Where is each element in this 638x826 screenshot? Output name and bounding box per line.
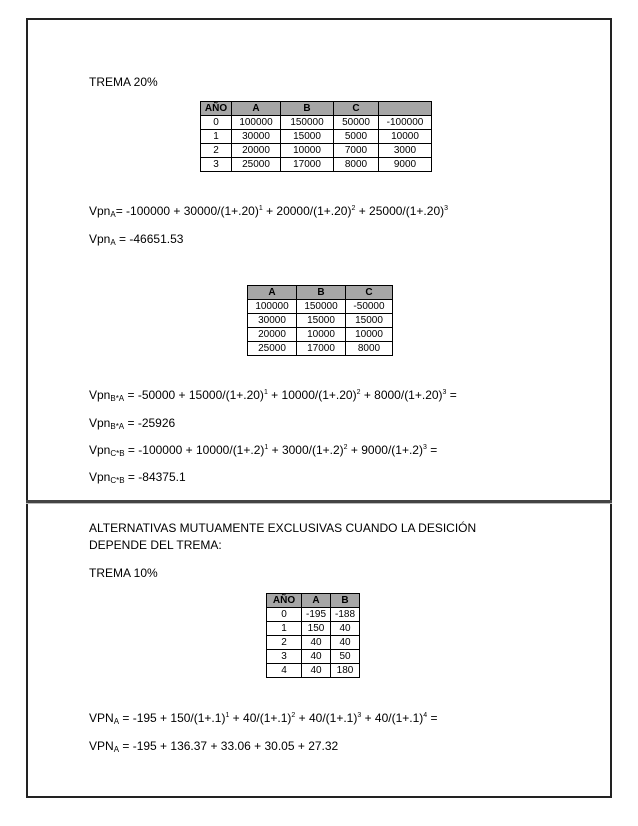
eq-term: + 9000/(1+.2) bbox=[347, 443, 423, 457]
table-row bbox=[201, 130, 432, 144]
eq-subscript: A bbox=[113, 745, 120, 754]
table-cell: 1 bbox=[267, 622, 302, 636]
table-header-cell: A bbox=[232, 102, 281, 116]
table-cell: 0 bbox=[201, 116, 232, 130]
eq-subscript: C*B bbox=[110, 449, 125, 458]
table-cell: -100000 bbox=[379, 116, 432, 130]
table-cell: 40 bbox=[331, 636, 360, 650]
eq-exponent: 2 bbox=[351, 205, 356, 212]
eq-subscript: A bbox=[110, 238, 116, 247]
eq-lhs: Vpn bbox=[89, 204, 111, 218]
table-cell: 20000 bbox=[232, 144, 281, 158]
table-cell: 2 bbox=[267, 636, 302, 650]
eq-exponent: 1 bbox=[225, 712, 230, 719]
table-header-cell: B bbox=[297, 286, 346, 300]
table-cell: 180 bbox=[331, 664, 360, 678]
table-cell: 20000 bbox=[248, 328, 297, 342]
eq-term: + 8000/(1+.20) bbox=[360, 388, 443, 402]
eq-term: + 40/(1+.1) bbox=[295, 711, 358, 725]
table-cell: 3000 bbox=[379, 144, 432, 158]
table-cell: 100000 bbox=[232, 116, 281, 130]
eq-value: = -84375.1 bbox=[124, 470, 186, 484]
table-cell: 10000 bbox=[346, 328, 393, 342]
table-row bbox=[248, 328, 393, 342]
equation-vpn-a bbox=[89, 204, 448, 218]
trema-10-label: TREMA 10% bbox=[89, 566, 158, 580]
eq-term: = -195 + 150/(1+.1) bbox=[119, 711, 226, 725]
table-cell: -195 bbox=[302, 608, 331, 622]
eq-lhs: VPN bbox=[89, 739, 114, 753]
eq-term: = bbox=[427, 711, 438, 725]
table-header-row bbox=[267, 594, 360, 608]
table-cell: 8000 bbox=[334, 158, 379, 172]
cash-flow-table-1 bbox=[200, 101, 432, 172]
eq-subscript: B*A bbox=[110, 422, 125, 431]
table-cell: 150000 bbox=[281, 116, 334, 130]
result-vpn-c-b bbox=[89, 470, 186, 484]
eq-exponent: 3 bbox=[422, 444, 427, 451]
table-cell: 1 bbox=[201, 130, 232, 144]
eq-term: = -100000 + 10000/(1+.2) bbox=[124, 443, 265, 457]
table-row bbox=[267, 636, 360, 650]
eq-lhs: Vpn bbox=[89, 443, 111, 457]
eq-exponent: 1 bbox=[264, 444, 269, 451]
table-row bbox=[267, 650, 360, 664]
eq-value: = -25926 bbox=[124, 416, 176, 430]
table-cell: 25000 bbox=[232, 158, 281, 172]
table-cell: 40 bbox=[302, 664, 331, 678]
eq-value: = -195 + 136.37 + 33.06 + 30.05 + 27.32 bbox=[119, 739, 339, 753]
eq-value: = -46651.53 bbox=[115, 232, 184, 246]
eq-lhs: Vpn bbox=[89, 416, 111, 430]
eq-subscript: A bbox=[110, 210, 116, 219]
eq-exponent: 4 bbox=[423, 712, 428, 719]
trema-20-label: TREMA 20% bbox=[89, 75, 158, 89]
table-cell: 100000 bbox=[248, 300, 297, 314]
eq-lhs: Vpn bbox=[89, 470, 111, 484]
page-frame-top bbox=[26, 18, 612, 504]
table-row bbox=[248, 314, 393, 328]
table-row bbox=[267, 664, 360, 678]
eq-subscript: B*A bbox=[110, 394, 125, 403]
table-cell: 40 bbox=[302, 636, 331, 650]
cash-flow-table-2 bbox=[266, 593, 360, 678]
eq-term: + 3000/(1+.2) bbox=[268, 443, 344, 457]
table-cell: 2 bbox=[201, 144, 232, 158]
eq-term: = -50000 + 15000/(1+.20) bbox=[124, 388, 264, 402]
eq-term: + 20000/(1+.20) bbox=[262, 204, 352, 218]
eq-exponent: 2 bbox=[291, 712, 296, 719]
table-cell: 5000 bbox=[334, 130, 379, 144]
eq-term: = bbox=[426, 443, 438, 457]
table-cell: 50000 bbox=[334, 116, 379, 130]
eq-term: + 40/(1+.1) bbox=[361, 711, 424, 725]
table-cell: 40 bbox=[331, 622, 360, 636]
table-header-cell: B bbox=[331, 594, 360, 608]
table-cell: 30000 bbox=[232, 130, 281, 144]
table-cell: 150000 bbox=[297, 300, 346, 314]
eq-lhs: Vpn bbox=[89, 232, 111, 246]
result-vpn-b-a bbox=[89, 416, 175, 430]
table-cell: 3 bbox=[267, 650, 302, 664]
table-header-row bbox=[248, 286, 393, 300]
table-row bbox=[201, 116, 432, 130]
table-cell: 9000 bbox=[379, 158, 432, 172]
table-header-cell: AÑO bbox=[201, 102, 232, 116]
table-row bbox=[267, 622, 360, 636]
table-cell: 3 bbox=[201, 158, 232, 172]
eq-subscript: A bbox=[113, 717, 120, 726]
result-vpn-a-10 bbox=[89, 739, 338, 753]
table-cell: 10000 bbox=[297, 328, 346, 342]
table-header-cell: C bbox=[334, 102, 379, 116]
eq-subscript: C*B bbox=[110, 476, 125, 485]
eq-term: + 25000/(1+.20) bbox=[355, 204, 445, 218]
section-heading-line1: ALTERNATIVAS MUTUAMENTE EXCLUSIVAS CUANDO LA DESICIÓN bbox=[89, 521, 477, 535]
table-row bbox=[201, 158, 432, 172]
table-header-cell: A bbox=[302, 594, 331, 608]
section-heading-line2: DEPENDE DEL TREMA: bbox=[89, 538, 222, 552]
table-cell: 15000 bbox=[297, 314, 346, 328]
table-row bbox=[267, 608, 360, 622]
table-cell: 40 bbox=[302, 650, 331, 664]
table-header-cell: B bbox=[281, 102, 334, 116]
table-cell: 50 bbox=[331, 650, 360, 664]
eq-exponent: 1 bbox=[263, 389, 268, 396]
table-cell: 17000 bbox=[281, 158, 334, 172]
table-header-cell: A bbox=[248, 286, 297, 300]
eq-lhs: Vpn bbox=[89, 388, 111, 402]
table-cell: 25000 bbox=[248, 342, 297, 356]
table-header-cell: AÑO bbox=[267, 594, 302, 608]
table-header-row bbox=[201, 102, 432, 116]
table-cell: 30000 bbox=[248, 314, 297, 328]
eq-exponent: 2 bbox=[356, 389, 361, 396]
table-cell: 15000 bbox=[281, 130, 334, 144]
table-cell: 17000 bbox=[297, 342, 346, 356]
equation-vpn-a-10 bbox=[89, 711, 438, 725]
eq-exponent: 3 bbox=[442, 389, 447, 396]
table-cell: -188 bbox=[331, 608, 360, 622]
table-cell: 10000 bbox=[281, 144, 334, 158]
table-header-cell: C bbox=[346, 286, 393, 300]
eq-lhs: VPN bbox=[89, 711, 114, 725]
table-cell: 8000 bbox=[346, 342, 393, 356]
eq-exponent: 3 bbox=[357, 712, 362, 719]
eq-term: = bbox=[446, 388, 457, 402]
result-vpn-a bbox=[89, 232, 183, 246]
section-divider-shadow bbox=[26, 503, 612, 504]
table-row bbox=[248, 300, 393, 314]
incremental-table bbox=[247, 285, 393, 356]
eq-exponent: 2 bbox=[343, 444, 348, 451]
eq-term: + 40/(1+.1) bbox=[229, 711, 292, 725]
table-cell: 10000 bbox=[379, 130, 432, 144]
equation-vpn-b-a bbox=[89, 388, 457, 402]
equation-vpn-c-b bbox=[89, 443, 437, 457]
table-row bbox=[248, 342, 393, 356]
table-cell: 15000 bbox=[346, 314, 393, 328]
eq-term: = -100000 + 30000/(1+.20) bbox=[115, 204, 259, 218]
table-cell: -50000 bbox=[346, 300, 393, 314]
eq-exponent: 1 bbox=[258, 205, 263, 212]
table-row bbox=[201, 144, 432, 158]
table-header-cell bbox=[379, 102, 432, 116]
eq-exponent: 3 bbox=[444, 205, 449, 212]
table-cell: 4 bbox=[267, 664, 302, 678]
table-cell: 150 bbox=[302, 622, 331, 636]
table-cell: 0 bbox=[267, 608, 302, 622]
table-cell: 7000 bbox=[334, 144, 379, 158]
eq-term: + 10000/(1+.20) bbox=[267, 388, 357, 402]
